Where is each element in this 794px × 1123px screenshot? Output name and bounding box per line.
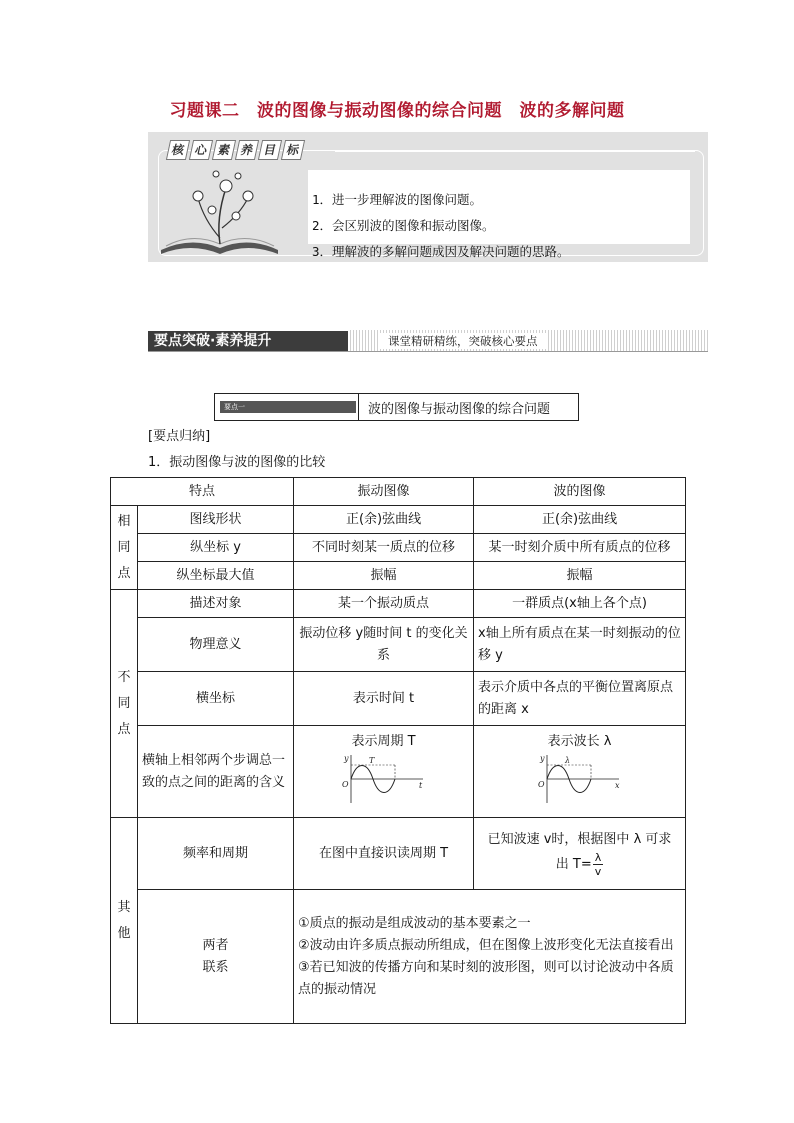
formula-lhs: 出 T= [555, 856, 592, 872]
summary-label: [要点归纳] [148, 429, 211, 444]
wave-graph-cell [474, 726, 686, 818]
table-cell: 在图中直接识读周期 T [294, 818, 474, 890]
group-label-same: 相同点 [111, 506, 138, 590]
wave-graph [537, 753, 623, 805]
vibration-caption: 表示周期 T [351, 733, 416, 749]
table-cell: x轴上所有质点在某一时刻振动的位移 y [474, 618, 686, 672]
wavelength-label: λ [564, 755, 570, 765]
relations-cell [294, 890, 686, 1024]
fraction-numerator: λ [594, 851, 602, 864]
table-row [111, 890, 686, 1024]
table-row [111, 562, 686, 590]
row-label: 描述对象 [138, 590, 294, 618]
table-cell: 振动位移 y随时间 t 的变化关系 [294, 618, 474, 672]
goals-tab [168, 140, 306, 160]
origin-label: O [341, 779, 349, 789]
point-divider [358, 393, 359, 421]
relation-label: 两者 [202, 937, 229, 953]
formula [478, 851, 681, 878]
table-cell: 某一时刻介质中所有质点的位移 [474, 534, 686, 562]
origin-label: O [537, 779, 545, 789]
table-cell: 正(余)弦曲线 [294, 506, 474, 534]
table-header-row [111, 478, 686, 506]
frequency-wave-cell [474, 818, 686, 890]
table-cell: 不同时刻某一质点的位移 [294, 534, 474, 562]
book-flower-illustration [156, 158, 286, 258]
axis-label-y: y [343, 753, 349, 763]
wave-caption: 表示波长 λ [547, 733, 612, 749]
table-row [111, 726, 686, 818]
table-cell: 正(余)弦曲线 [474, 506, 686, 534]
fraction [593, 851, 604, 878]
header-cell: 特点 [111, 478, 294, 506]
table-cell: 表示时间 t [294, 672, 474, 726]
comparison-table [110, 477, 686, 1024]
goals-divider [335, 150, 695, 152]
table-cell: 一群质点(x轴上各个点) [474, 590, 686, 618]
fraction-denominator: v [594, 865, 602, 878]
table-row [111, 672, 686, 726]
point-title: 波的图像与振动图像的综合问题 [368, 402, 551, 417]
table-row [111, 590, 686, 618]
table-cell: 某一个振动质点 [294, 590, 474, 618]
row-label: 频率和周期 [138, 818, 294, 890]
group-label-diff: 不同点 [111, 590, 138, 818]
table-row [111, 506, 686, 534]
row-label: 横坐标 [138, 672, 294, 726]
table-cell: 振幅 [294, 562, 474, 590]
row-label: 纵坐标最大值 [138, 562, 294, 590]
relation-item: ②波动由许多质点振动所组成，但在图像上波形变化无法直接看出 [298, 937, 674, 953]
goal-item: 2．会区别波的图像和振动图像。 [312, 218, 495, 233]
goal-item: 3．理解波的多解问题成因及解决问题的思路。 [312, 244, 570, 259]
goals-tab-char: 目 [258, 140, 282, 160]
row-label: 图线形状 [138, 506, 294, 534]
axis-label-y: y [539, 753, 545, 763]
section-bar-underline [148, 351, 708, 352]
row-label: 物理意义 [138, 618, 294, 672]
relation-label: 联系 [202, 959, 229, 975]
frequency-wave-text: 已知波速 v时，根据图中 λ 可求 [487, 832, 672, 847]
table-cell: 振幅 [474, 562, 686, 590]
table-row [111, 618, 686, 672]
relation-item: ①质点的振动是组成波动的基本要素之一 [298, 915, 531, 931]
table-row [111, 534, 686, 562]
goals-tab-char: 心 [189, 140, 213, 160]
relation-item: ③若已知波的传播方向和某时刻的波形图，则可以讨论波动中各质点的振动情况 [298, 959, 674, 997]
vibration-graph [341, 753, 427, 805]
section-heading: 1．振动图像与波的图像的比较 [148, 455, 326, 470]
axis-label-t: t [418, 780, 422, 790]
goals-tab-char: 核 [166, 140, 190, 160]
period-label: T [368, 755, 374, 765]
page-title: 习题课二 波的图像与振动图像的综合问题 波的多解问题 [169, 101, 625, 121]
goal-item: 1．进一步理解波的图像问题。 [312, 192, 483, 207]
point-tag: 要点一 [220, 401, 356, 413]
row-label: 横轴上相邻两个步调总一致的点之间的距离的含义 [138, 726, 294, 818]
vibration-graph-cell [294, 726, 474, 818]
row-label: 纵坐标 y [138, 534, 294, 562]
row-label [138, 890, 294, 1024]
header-cell: 波的图像 [474, 478, 686, 506]
goals-tab-char: 标 [281, 140, 305, 160]
goals-tab-char: 养 [235, 140, 259, 160]
axis-label-x: x [614, 780, 620, 790]
section-bar-label: 要点突破·素养提升 [148, 331, 348, 351]
table-cell: 表示介质中各点的平衡位置离原点的距离 x [474, 672, 686, 726]
table-row [111, 818, 686, 890]
goals-tab-char: 素 [212, 140, 236, 160]
header-cell: 振动图像 [294, 478, 474, 506]
section-bar-subtitle: 课堂精研精练，突破核心要点 [380, 333, 546, 349]
group-label-other: 其他 [111, 818, 138, 1024]
